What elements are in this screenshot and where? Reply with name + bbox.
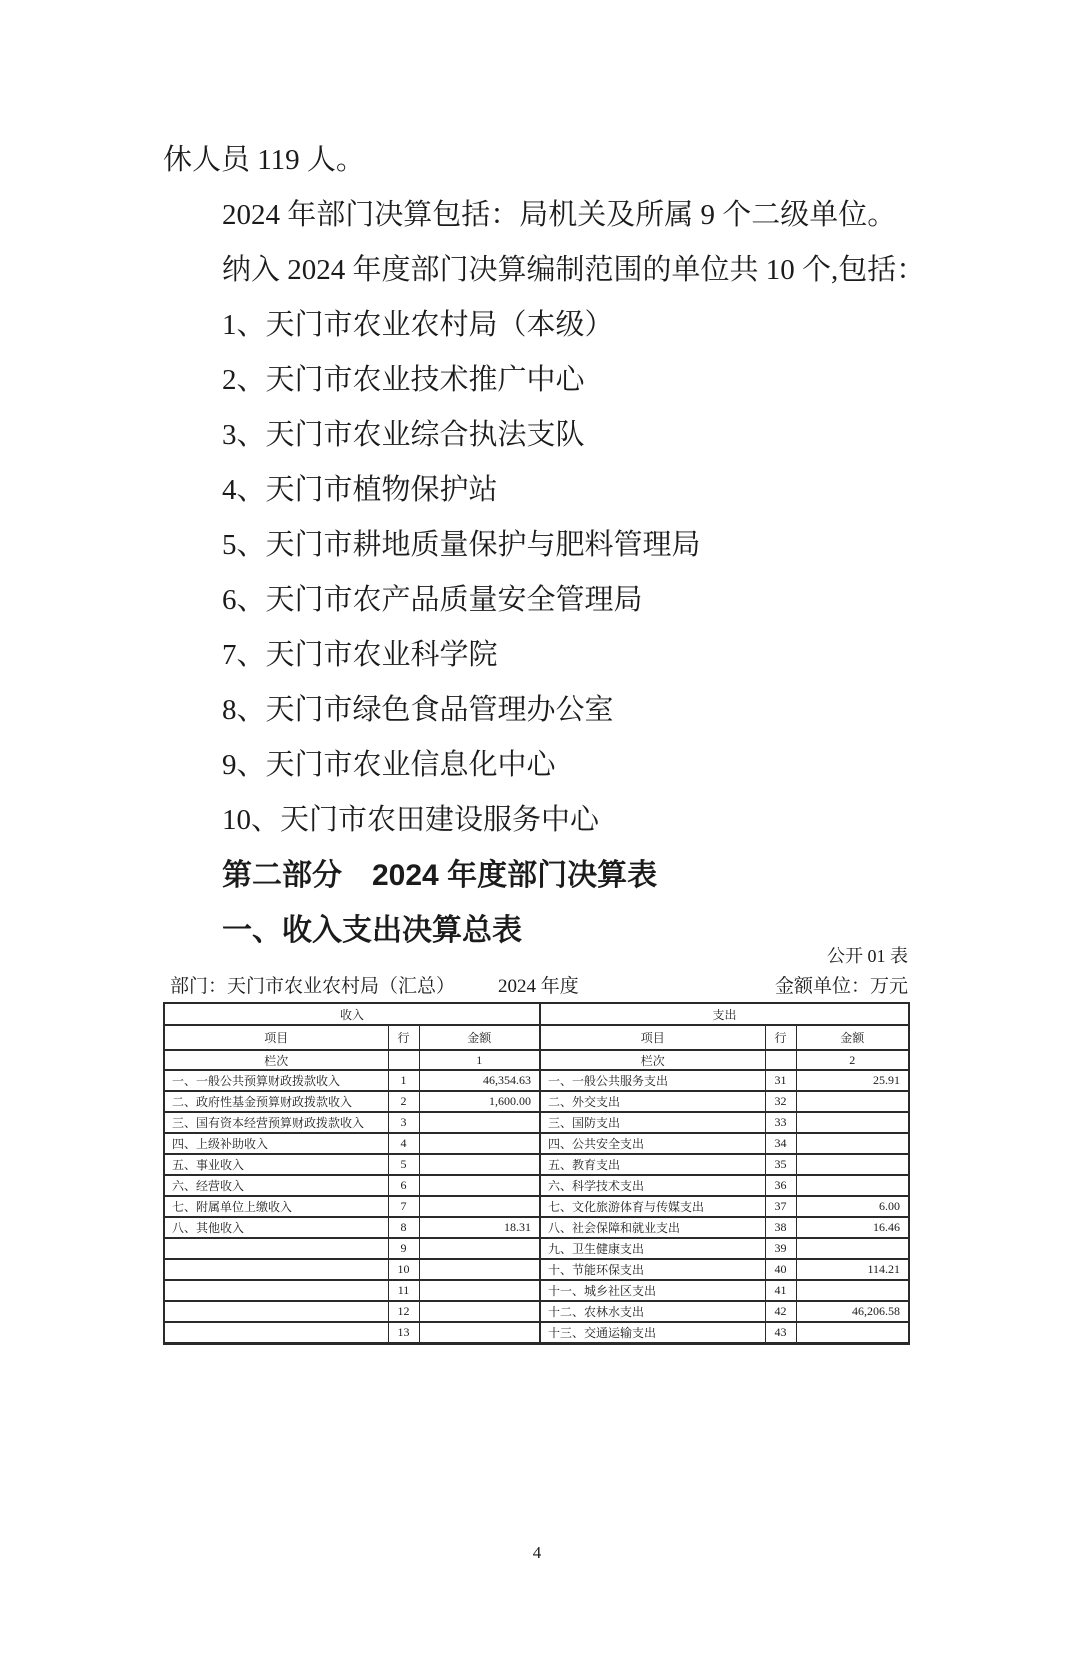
income-line-header: 行 [388,1025,419,1050]
expense-amount-cell [796,1280,909,1301]
expense-item-cell: 十、节能环保支出 [540,1259,765,1280]
income-amount-cell [419,1280,540,1301]
income-amount-header: 金额 [419,1025,540,1050]
income-item-cell [164,1238,388,1259]
table-column-header-row [164,1025,909,1050]
unit-list-item: 6、天门市农产品质量安全管理局 [222,584,643,616]
unit-list-item: 10、天门市农田建设服务中心 [222,804,600,836]
unit-list-item: 2、天门市农业技术推广中心 [222,364,585,396]
expense-line-header: 行 [765,1025,796,1050]
income-line-number-cell: 7 [388,1196,419,1217]
income-line-number-cell: 6 [388,1175,419,1196]
expense-line-number-cell: 38 [765,1217,796,1238]
table-row [164,1301,909,1322]
income-item-cell [164,1259,388,1280]
income-item-cell: 七、附属单位上缴收入 [164,1196,388,1217]
expense-line-number-cell: 34 [765,1133,796,1154]
section-heading: 第二部分 2024 年度部门决算表 [222,859,658,892]
table-row [164,1217,909,1238]
table-title: 一、收入支出决算总表 [222,914,522,947]
expense-item-cell: 九、卫生健康支出 [540,1238,765,1259]
income-line-number-cell: 13 [388,1322,419,1343]
expense-section-header: 支出 [540,1003,909,1025]
income-amount-cell [419,1196,540,1217]
income-amount-cell [419,1175,540,1196]
table-row [164,1070,909,1091]
income-item-cell: 六、经营收入 [164,1175,388,1196]
expense-line-number-cell: 35 [765,1154,796,1175]
expense-item-cell: 六、科学技术支出 [540,1175,765,1196]
income-item-cell: 三、国有资本经营预算财政拨款收入 [164,1112,388,1133]
statement-sheet [163,946,908,1345]
expense-item-cell: 八、社会保障和就业支出 [540,1217,765,1238]
income-line-number-cell: 3 [388,1112,419,1133]
table-row [164,1154,909,1175]
expense-amount-cell [796,1091,909,1112]
income-amount-cell [419,1154,540,1175]
empty-cell [765,1050,796,1070]
unit-list-item: 7、天门市农业科学院 [222,639,498,671]
income-expense-table [163,1002,910,1345]
expense-line-number-cell: 36 [765,1175,796,1196]
income-item-cell [164,1280,388,1301]
expense-amount-cell: 114.21 [796,1259,909,1280]
document-page [0,133,1074,1562]
expense-amount-cell: 6.00 [796,1196,909,1217]
sheet-label: 公开 01 表 [827,946,908,966]
expense-amount-cell [796,1154,909,1175]
table-meta-line [163,974,908,1000]
income-item-cell: 八、其他收入 [164,1217,388,1238]
intro-paragraph-units: 纳入 2024 年度部门决算编制范围的单位共 10 个,包括： [222,254,926,286]
expense-amount-cell [796,1112,909,1133]
intro-continuation-text: 休人员 119 人。 [163,144,365,176]
expense-amount-cell: 46,206.58 [796,1301,909,1322]
expense-amount-cell: 25.91 [796,1070,909,1091]
income-line-number-cell: 12 [388,1301,419,1322]
income-line-number-cell: 10 [388,1259,419,1280]
expense-amount-cell [796,1175,909,1196]
income-amount-cell [419,1322,540,1343]
income-line-number-cell: 11 [388,1280,419,1301]
income-column-number: 1 [419,1050,540,1070]
expense-lanci-label: 栏次 [540,1050,765,1070]
expense-item-cell: 七、文化旅游体育与传媒支出 [540,1196,765,1217]
expense-item-cell: 一、一般公共服务支出 [540,1070,765,1091]
table-row [164,1112,909,1133]
expense-item-cell: 三、国防支出 [540,1112,765,1133]
income-amount-cell: 46,354.63 [419,1070,540,1091]
expense-amount-cell: 16.46 [796,1217,909,1238]
table-row [164,1280,909,1301]
table-row [164,1133,909,1154]
intro-paragraph-scope: 2024 年部门决算包括：局机关及所属 9 个二级单位。 [222,199,897,231]
expense-item-cell: 二、外交支出 [540,1091,765,1112]
income-item-cell: 四、上级补助收入 [164,1133,388,1154]
income-item-cell: 二、政府性基金预算财政拨款收入 [164,1091,388,1112]
unit-list-item: 5、天门市耕地质量保护与肥料管理局 [222,529,701,561]
expense-item-header: 项目 [540,1025,765,1050]
fiscal-year-label: 2024 年度 [498,976,579,997]
income-line-number-cell: 2 [388,1091,419,1112]
expense-column-number: 2 [796,1050,909,1070]
income-lanci-label: 栏次 [164,1050,388,1070]
income-line-number-cell: 8 [388,1217,419,1238]
expense-line-number-cell: 31 [765,1070,796,1091]
expense-item-cell: 十三、交通运输支出 [540,1322,765,1343]
table-row [164,1238,909,1259]
expense-line-number-cell: 39 [765,1238,796,1259]
table-row [164,1259,909,1280]
table-row [164,1322,909,1343]
income-line-number-cell: 4 [388,1133,419,1154]
income-line-number-cell: 1 [388,1070,419,1091]
table-row [164,1091,909,1112]
income-item-header: 项目 [164,1025,388,1050]
income-amount-cell [419,1259,540,1280]
table-column-index-row [164,1050,909,1070]
income-amount-cell: 18.31 [419,1217,540,1238]
expense-line-number-cell: 42 [765,1301,796,1322]
amount-unit-label: 金额单位：万元 [774,976,908,997]
expense-amount-cell [796,1322,909,1343]
department-label: 部门：天门市农业农村局（汇总） [170,976,456,997]
table-section-header-row [164,1003,909,1025]
expense-line-number-cell: 37 [765,1196,796,1217]
expense-line-number-cell: 40 [765,1259,796,1280]
expense-amount-cell [796,1133,909,1154]
income-line-number-cell: 9 [388,1238,419,1259]
table-row [164,1196,909,1217]
expense-amount-header: 金额 [796,1025,909,1050]
expense-line-number-cell: 33 [765,1112,796,1133]
expense-item-cell: 十一、城乡社区支出 [540,1280,765,1301]
unit-list-item: 4、天门市植物保护站 [222,474,498,506]
table-row [164,1175,909,1196]
income-amount-cell [419,1133,540,1154]
income-amount-cell [419,1238,540,1259]
income-amount-cell: 1,600.00 [419,1091,540,1112]
income-line-number-cell: 5 [388,1154,419,1175]
income-item-cell [164,1301,388,1322]
unit-list-item: 3、天门市农业综合执法支队 [222,419,585,451]
income-item-cell [164,1322,388,1343]
unit-list-item: 1、天门市农业农村局（本级） [222,309,614,341]
unit-list-item: 9、天门市农业信息化中心 [222,749,556,781]
expense-line-number-cell: 41 [765,1280,796,1301]
expense-line-number-cell: 43 [765,1322,796,1343]
income-amount-cell [419,1112,540,1133]
page-number: 4 [532,1543,542,1562]
empty-cell [388,1050,419,1070]
expense-item-cell: 十二、农林水支出 [540,1301,765,1322]
unit-list-item: 8、天门市绿色食品管理办公室 [222,694,614,726]
income-item-cell: 五、事业收入 [164,1154,388,1175]
income-amount-cell [419,1301,540,1322]
expense-item-cell: 四、公共安全支出 [540,1133,765,1154]
income-section-header: 收入 [164,1003,540,1025]
table-body [164,1070,909,1343]
expense-line-number-cell: 32 [765,1091,796,1112]
expense-item-cell: 五、教育支出 [540,1154,765,1175]
expense-amount-cell [796,1238,909,1259]
income-item-cell: 一、一般公共预算财政拨款收入 [164,1070,388,1091]
